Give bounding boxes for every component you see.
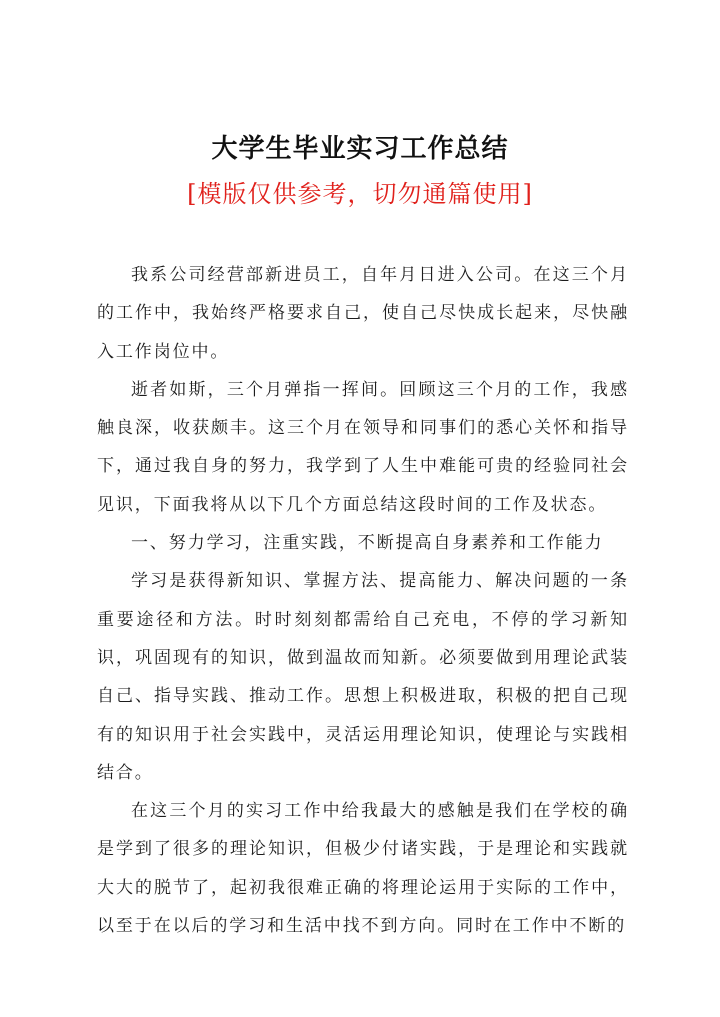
paragraph-practice: 在这三个月的实习工作中给我最大的感触是我们在学校的确是学到了很多的理论知识，但极少付诸实践，于是理论和实践就大大的脱节了，起初我很难正确的将理论运用于实际的工作中，以至于在以后的学习和生活中找不到方向。同时在工作中不断的 <box>97 801 629 937</box>
section-heading-1: 一、努力学习，注重实践，不断提高自身素养和工作能力 <box>131 533 604 554</box>
paragraph-learning: 学习是获得新知识、掌握方法、提高能力、解决问题的一条重要途径和方法。时时刻刻都需给自己充电，不停的学习新知识，巩固现有的知识，做到温故而知新。必须要做到用理论武装自己、指导实践、推动工作。思想上积极进取，积极的把自己现有的知识用于社会实践中，灵活运用理论知识，使理论与实践相结合。 <box>97 571 629 783</box>
paragraph-intro: 我系公司经营部新进员工，自年月日进入公司。在这三个月的工作中，我始终严格要求自己，使自己尽快成长起来，尽快融入工作岗位中。 <box>97 265 629 362</box>
template-disclaimer: [模版仅供参考，切勿通篇使用] <box>187 180 533 208</box>
document-body <box>97 256 629 945</box>
document-title: 大学生毕业实习工作总结 <box>211 134 509 164</box>
paragraph-review: 逝者如斯，三个月弹指一挥间。回顾这三个月的工作，我感触良深，收获颇丰。这三个月在领导和同事们的悉心关怀和指导下，通过我自身的努力，我学到了人生中难能可贵的经验同社会见识，下面我将从以下几个方面总结这段时间的工作及状态。 <box>97 379 629 515</box>
